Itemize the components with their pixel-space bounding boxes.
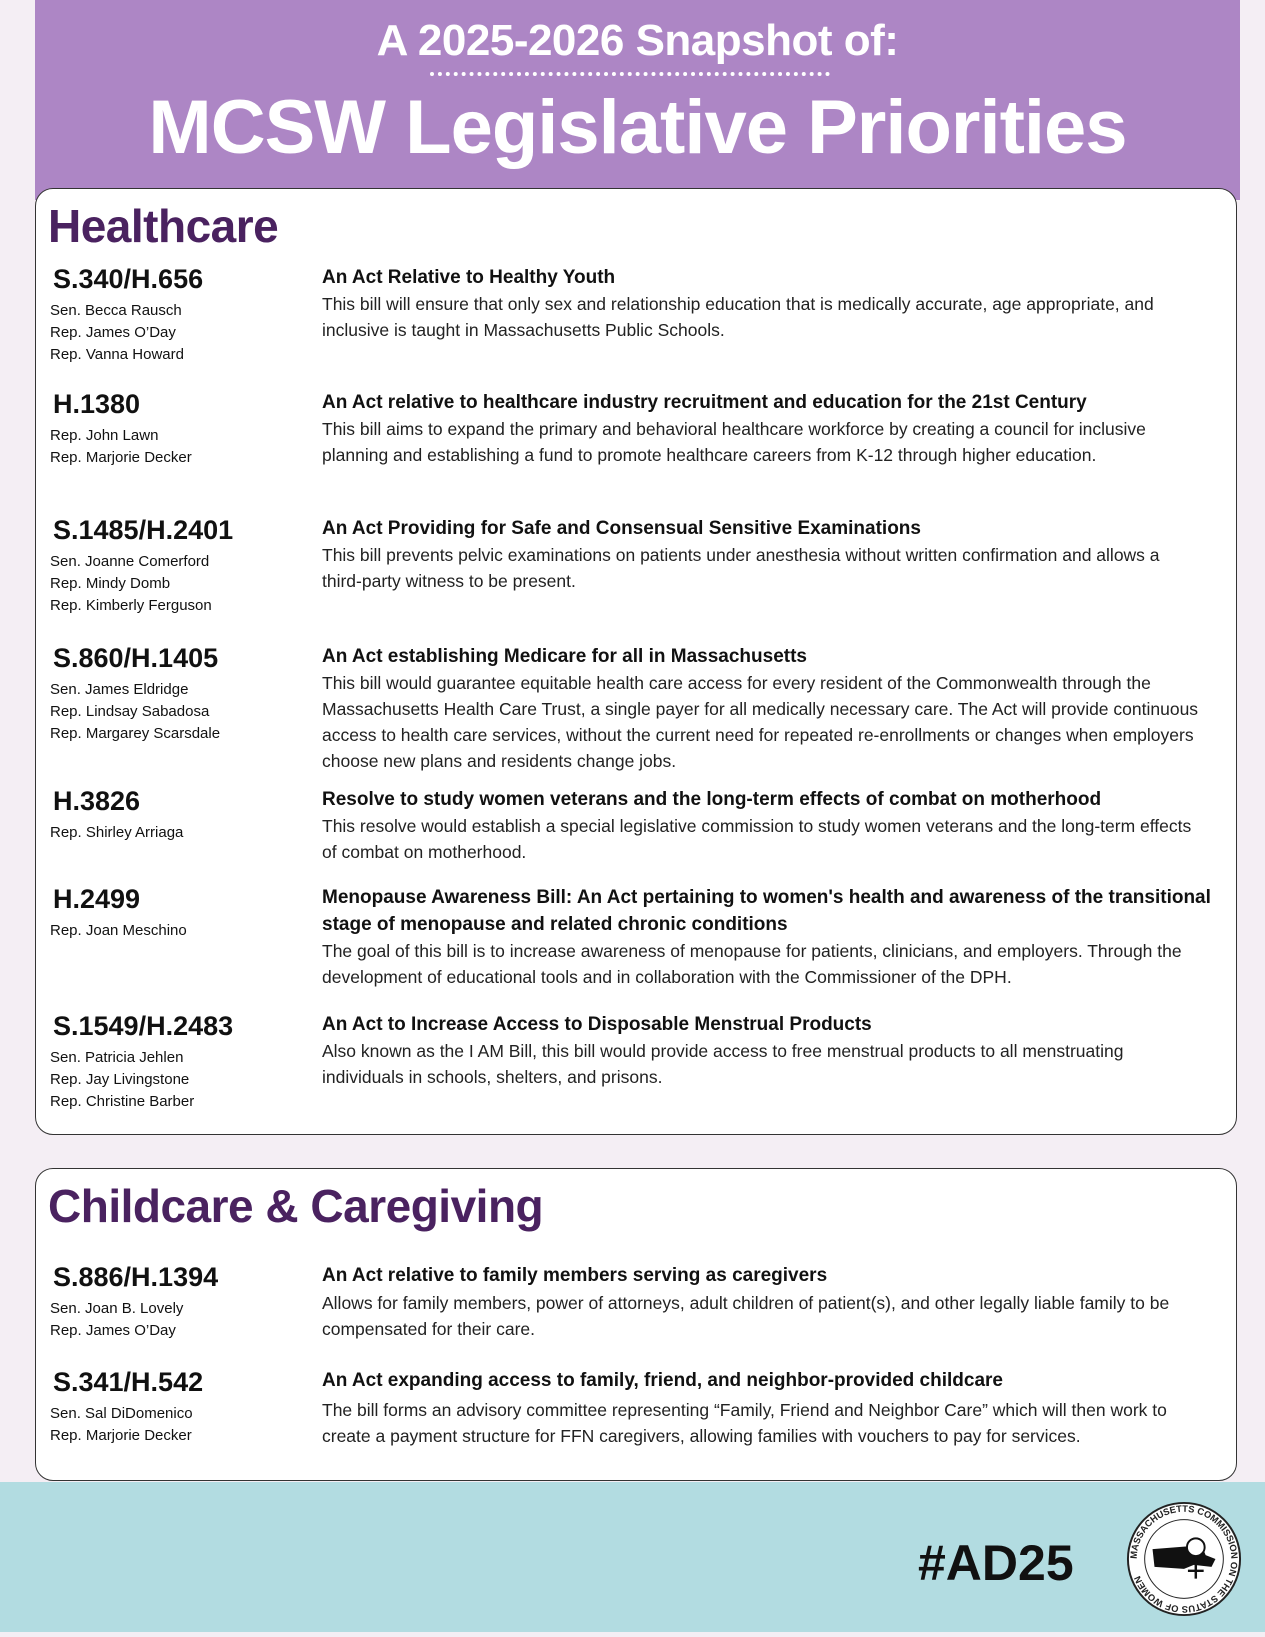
section-title: Childcare & Caregiving — [48, 1180, 544, 1232]
bill-number: S.860/H.1405 — [53, 643, 219, 673]
sponsor-list — [50, 551, 212, 617]
sponsor-name: Sen. Sal DiDomenico — [50, 1405, 193, 1422]
sponsor-name: Rep. Shirley Arriaga — [50, 824, 184, 841]
sponsor-name: Sen. Becca Rausch — [50, 302, 182, 319]
bill-title: An Act Relative to Healthy Youth — [322, 267, 616, 288]
bill-description: This bill will ensure that only sex and relationship education that is medically accurate, age appropriate, and inclusive is taught in Massachusetts Public Schools. — [322, 294, 1154, 340]
svg-text:MASSACHUSETTS COMMISSION ON TH: MASSACHUSETTS COMMISSION ON THE STATUS OF WOMEN — [1128, 1503, 1240, 1615]
sponsor-list — [50, 920, 187, 942]
sponsor-name: Rep. James O’Day — [50, 324, 176, 341]
sponsor-list — [50, 1047, 194, 1113]
sponsor-name: Rep. James O’Day — [50, 1322, 176, 1339]
bill-number: H.1380 — [53, 389, 141, 419]
section-title: Healthcare — [48, 200, 279, 252]
bill-title: An Act relative to healthcare industry recruitment and education for the 21st Century — [322, 392, 1087, 413]
sponsor-name: Rep. Christine Barber — [50, 1093, 195, 1110]
commission-seal-logo — [1125, 1500, 1243, 1618]
bill-title: Menopause Awareness Bill: An Act pertaining to women's health and awareness of the transitional stage of menopause and related chronic conditions — [322, 887, 1211, 935]
sponsor-name: Rep. Mindy Domb — [50, 575, 171, 592]
bill-number: H.2499 — [53, 884, 141, 914]
sponsor-name: Rep. Marjorie Decker — [50, 449, 192, 466]
sponsor-list — [50, 300, 184, 366]
header-subtitle: A 2025-2026 Snapshot of: — [376, 16, 899, 65]
page-title: MCSW Legislative Priorities — [148, 85, 1127, 170]
sponsor-list — [50, 425, 192, 469]
bill-title: An Act establishing Medicare for all in Massachusetts — [322, 646, 807, 667]
header-banner — [35, 0, 1240, 200]
bill-number: S.886/H.1394 — [53, 1262, 219, 1292]
bill-number: S.1549/H.2483 — [53, 1011, 234, 1041]
bill-number: S.341/H.542 — [53, 1367, 204, 1397]
bill-description: This resolve would establish a special legislative commission to study women veterans and the long-term effects of combat on motherhood. — [322, 816, 1192, 862]
dotted-divider — [430, 72, 830, 76]
sponsor-name: Rep. Jay Livingstone — [50, 1071, 190, 1088]
sponsor-list — [50, 1403, 193, 1447]
sponsor-name: Rep. Joan Meschino — [50, 922, 187, 939]
bill-description: This bill prevents pelvic examinations on patients under anesthesia without written confirmation and allows a third-party witness to be present. — [322, 545, 1160, 591]
bill-description: The goal of this bill is to increase awareness of menopause for patients, clinicians, and employers. Through the development of educational tools and in collaboration with the Commissioner of the DPH. — [322, 941, 1182, 987]
bill-number: S.340/H.656 — [53, 264, 204, 294]
healthcare-section — [35, 188, 1237, 1135]
sponsor-name: Rep. Marjorie Decker — [50, 1427, 192, 1444]
sponsor-name: Rep. Vanna Howard — [50, 346, 184, 363]
sponsor-name: Sen. Joan B. Lovely — [50, 1300, 184, 1317]
sponsor-list — [50, 679, 220, 745]
bill-title: An Act Providing for Safe and Consensual Sensitive Examinations — [322, 518, 921, 539]
bill-number: S.1485/H.2401 — [53, 515, 234, 545]
hashtag: #AD25 — [918, 1535, 1074, 1591]
sponsor-name: Sen. Patricia Jehlen — [50, 1049, 184, 1066]
sponsor-name: Rep. Kimberly Ferguson — [50, 597, 212, 614]
sponsor-list — [50, 822, 183, 844]
bill-description: Also known as the I AM Bill, this bill would provide access to free menstrual products to all menstruating individuals in schools, shelters, and prisons. — [322, 1041, 1124, 1087]
bill-number: H.3826 — [53, 786, 141, 816]
bill-description: This bill aims to expand the primary and behavioral healthcare workforce by creating a council for inclusive planning and establishing a fund to promote healthcare careers from K-12 through higher education. — [322, 419, 1146, 465]
sponsor-name: Sen. Joanne Comerford — [50, 553, 210, 570]
sponsor-name: Sen. James Eldridge — [50, 681, 189, 698]
sponsor-list — [50, 1298, 183, 1342]
sponsor-name: Rep. Margarey Scarsdale — [50, 725, 221, 742]
footer-band — [0, 1482, 1265, 1632]
childcare-section — [35, 1168, 1237, 1481]
sponsor-name: Rep. John Lawn — [50, 427, 159, 444]
bill-description: Allows for family members, power of attorneys, adult children of patient(s), and other legally liable family to be compensated for their care. — [322, 1293, 1170, 1339]
bill-title: An Act expanding access to family, friend, and neighbor-provided childcare — [322, 1370, 1003, 1391]
bill-title: An Act relative to family members serving as caregivers — [322, 1265, 828, 1286]
bill-title: Resolve to study women veterans and the long-term effects of combat on motherhood — [322, 789, 1102, 810]
bill-description: This bill would guarantee equitable health care access for every resident of the Commonwealth through the Massachusetts Health Care Trust, a single payer for all medically necessary care. The Act will provide continuous access to health care services, without the current need for repeated re-enrollments or changes when employers choose new plans and residents change jobs. — [322, 673, 1199, 771]
bill-description: The bill forms an advisory committee representing “Family, Friend and Neighbor Care” which will then work to create a payment structure for FFN caregivers, allowing families with vouchers to pay for services. — [322, 1400, 1167, 1446]
bill-title: An Act to Increase Access to Disposable Menstrual Products — [322, 1014, 872, 1035]
sponsor-name: Rep. Lindsay Sabadosa — [50, 703, 210, 720]
